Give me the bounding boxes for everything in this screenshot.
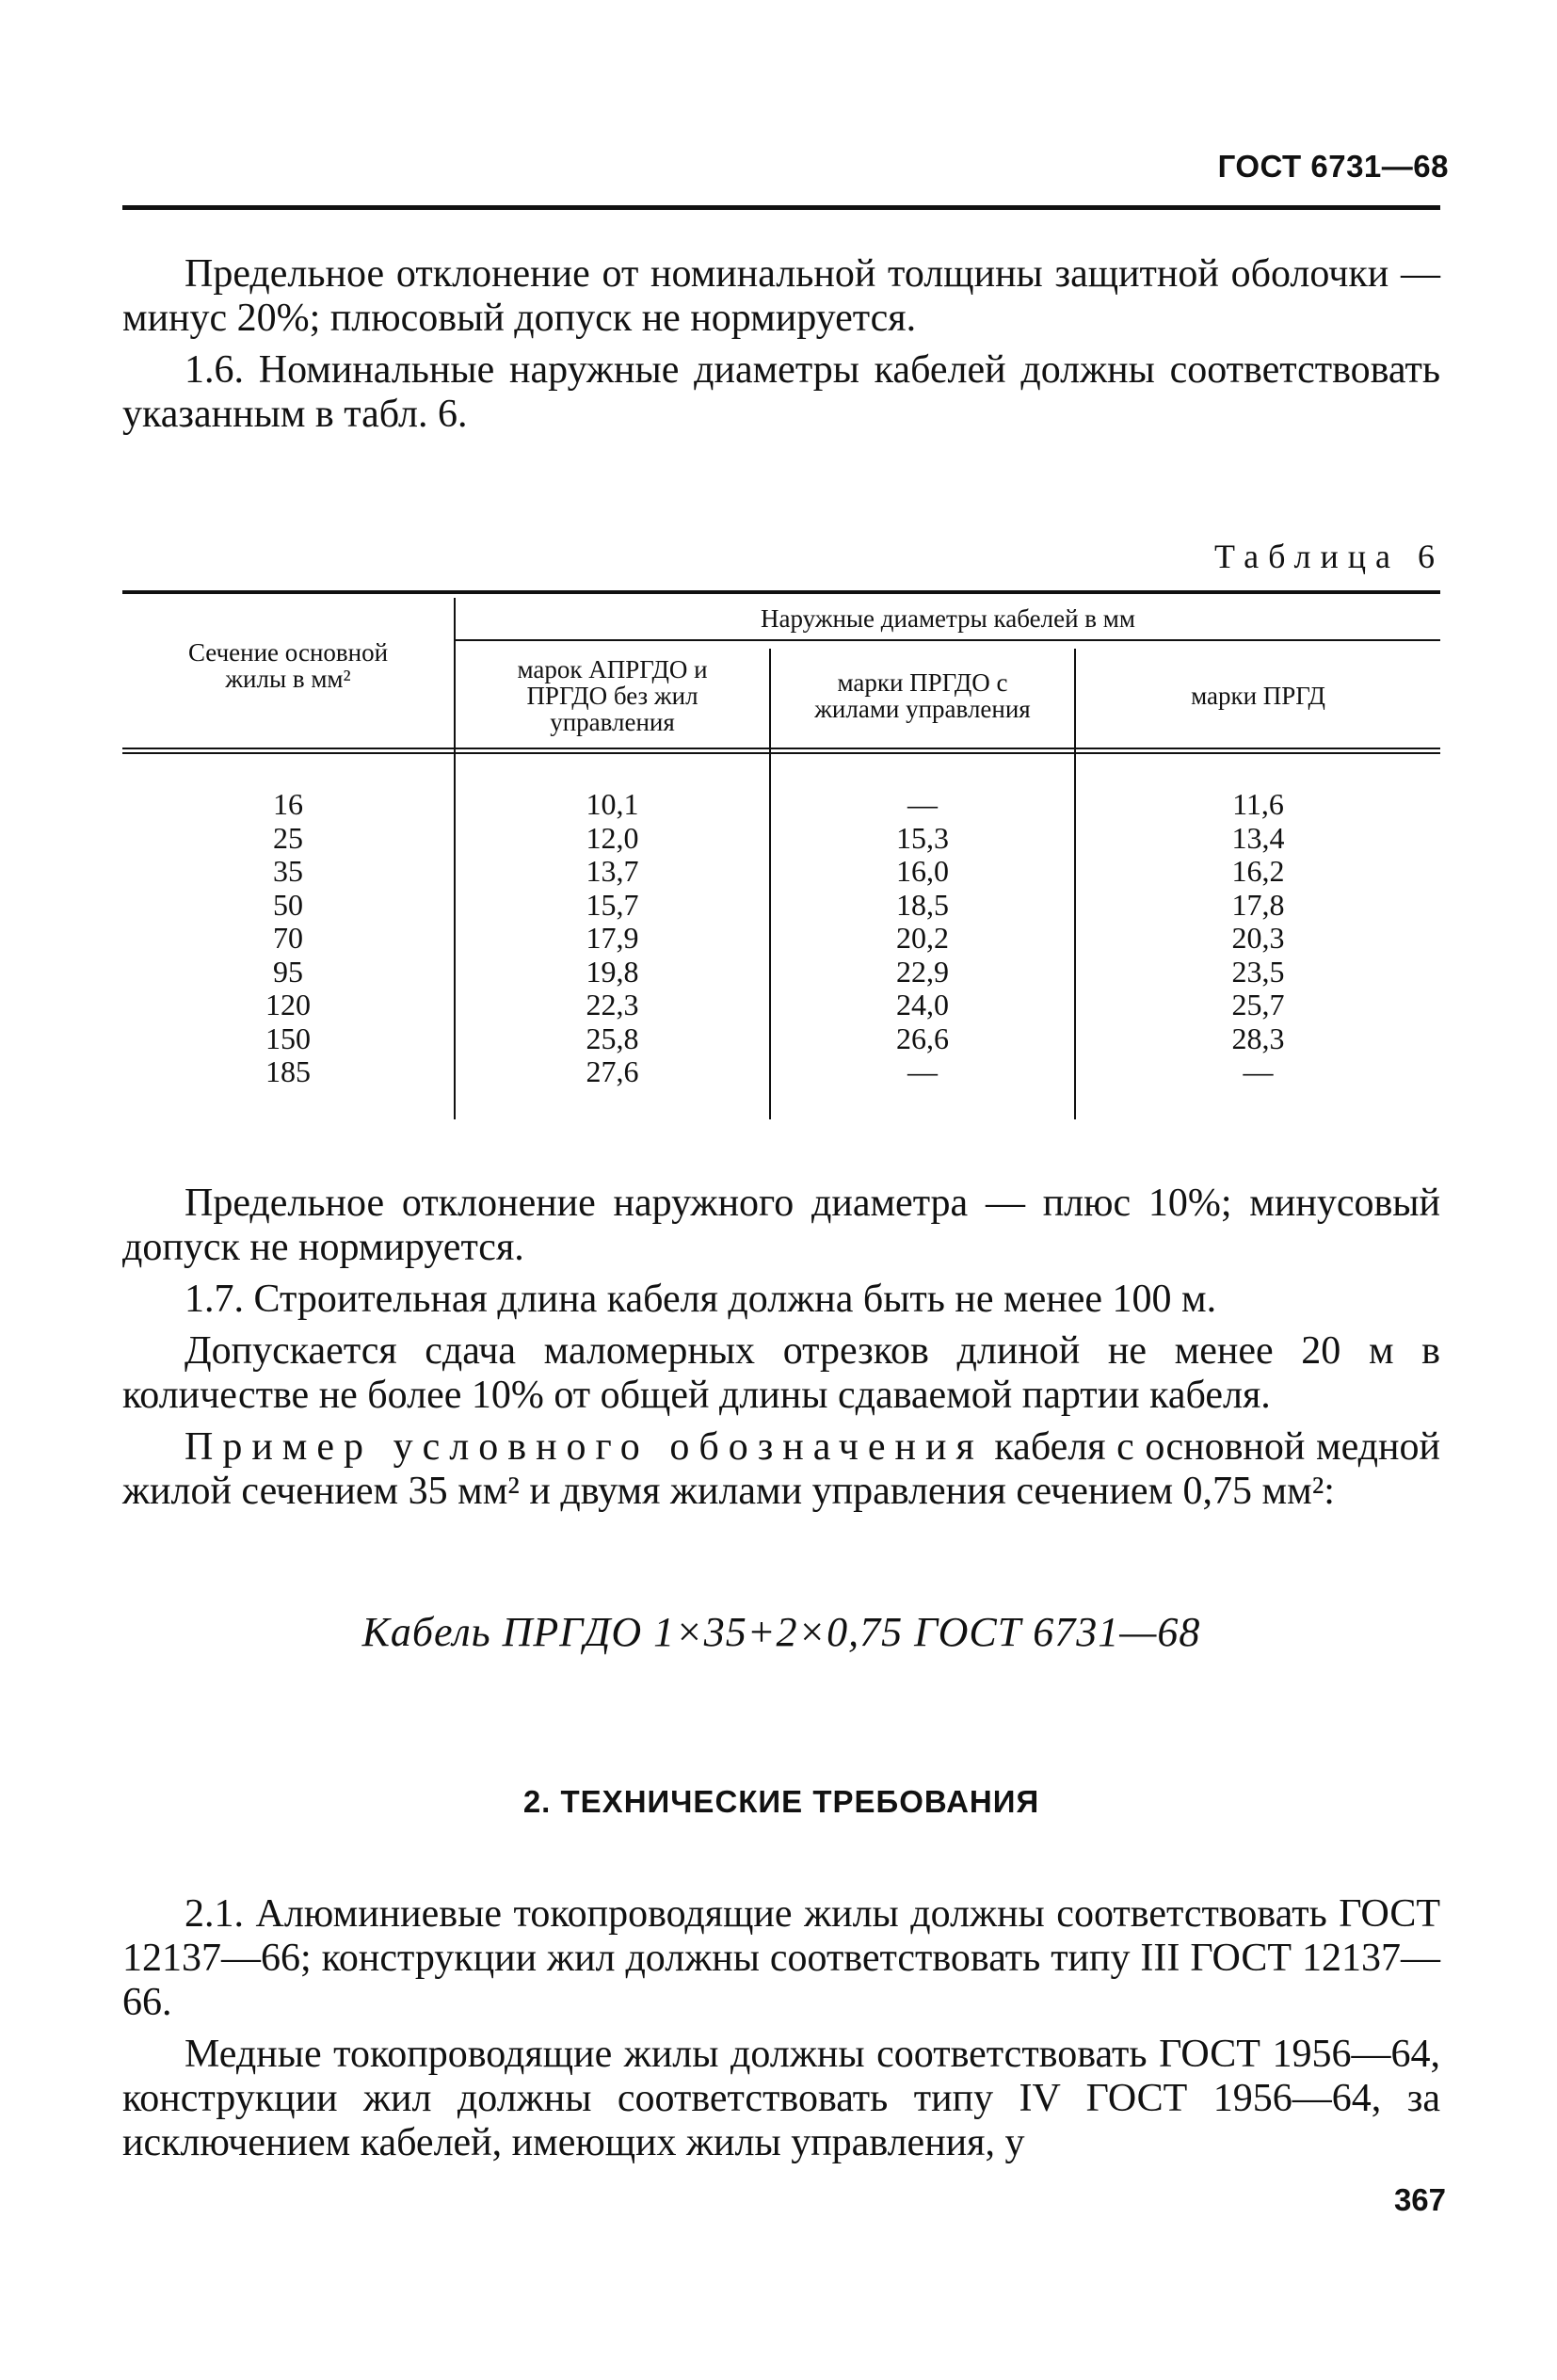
cell-prgdo: 26,6: [896, 1021, 949, 1055]
intro-paragraph-1: Предельное отклонение от номинальной толщины защитной оболочки — минус 20%; плюсовый допуск не нормируется.: [122, 252, 1440, 340]
cell-aprgdo: 10,1: [586, 787, 639, 821]
header-aprgdo-text: марок АПРГДО и ПРГДО без жил управления: [517, 655, 708, 736]
header-prgdo: [771, 649, 1074, 743]
cell-section: 150: [265, 1021, 311, 1055]
cell-section: 35: [273, 854, 303, 888]
column-prgd: [1076, 788, 1440, 1089]
header-prgd: марки ПРГД: [1191, 682, 1325, 710]
column-prgdo: [771, 788, 1074, 1089]
page-number: 367: [1393, 2182, 1446, 2217]
table-header-rule-a: [122, 748, 1440, 749]
cell-aprgdo: 19,8: [586, 954, 639, 989]
cell-prgd: 16,2: [1231, 854, 1285, 888]
section-2-title: 2. ТЕХНИЧЕСКИЕ ТРЕБОВАНИЯ: [522, 1784, 1040, 1819]
cell-prgd: 17,8: [1231, 887, 1285, 922]
cell-aprgdo: 17,9: [586, 921, 639, 955]
standard-header: ГОСТ 6731—68: [1217, 149, 1449, 184]
header-rule: [122, 205, 1440, 210]
section-2-text: [122, 1892, 1440, 2165]
table-title: Таблица 6: [1214, 538, 1444, 575]
header-prgdo-text: марки ПРГДО с жилами управления: [814, 668, 1031, 723]
cell-prgd: 23,5: [1231, 954, 1285, 989]
cell-aprgdo: 27,6: [586, 1054, 639, 1088]
cell-prgdo: 24,0: [896, 988, 949, 1021]
cell-section: 16: [273, 787, 303, 821]
short-lengths-paragraph: Допускается сдача маломерных отрезков длиной не менее 20 м в количестве не более 10% от общей длины сдаваемой партии кабеля.: [122, 1329, 1440, 1417]
diameters-table: [122, 590, 1440, 1118]
cell-prgd: —: [1243, 1054, 1274, 1088]
cell-aprgdo: 22,3: [586, 988, 639, 1021]
cell-section: 50: [273, 887, 303, 922]
cell-prgdo: 22,9: [896, 954, 949, 989]
cell-section: 120: [265, 988, 311, 1021]
section-2-paragraph-1: 2.1. Алюминиевые токопроводящие жилы должны соответствовать ГОСТ 12137—66; конструкции жил должны соответствовать типу III ГОСТ 12137—66.: [122, 1892, 1440, 2024]
cell-section: 95: [273, 954, 303, 989]
cell-prgdo: —: [907, 1054, 938, 1088]
cell-prgdo: —: [907, 787, 938, 821]
cell-section: 185: [265, 1054, 311, 1088]
cell-aprgdo: 12,0: [586, 820, 639, 855]
cell-prgdo: 20,2: [896, 921, 949, 955]
example-paragraph: [122, 1425, 1440, 1514]
table-header-rule-b: [122, 752, 1440, 754]
cell-aprgdo: 25,8: [586, 1021, 639, 1055]
header-diameters-group: Наружные диаметры кабелей в мм: [761, 604, 1135, 633]
cell-prgd: 13,4: [1231, 820, 1285, 855]
header-section: [122, 609, 454, 722]
cell-aprgdo: 13,7: [586, 854, 639, 888]
cell-prgd: 28,3: [1231, 1021, 1285, 1055]
cell-section: 70: [273, 921, 303, 955]
cell-prgd: 25,7: [1231, 988, 1285, 1021]
cell-prgd: 20,3: [1231, 921, 1285, 955]
after-table-text: [122, 1182, 1440, 1514]
tolerance-paragraph: Предельное отклонение наружного диаметра — плюс 10%; минусовый допуск не нормируется.: [122, 1182, 1440, 1269]
cell-prgdo: 18,5: [896, 887, 949, 922]
example-text: кабеля с основной медной жилой сечением 35 мм² и двумя жилами управления сечением 0,75 мм²:: [122, 1425, 1440, 1513]
cell-prgdo: 16,0: [896, 854, 949, 888]
intro-paragraph-2: 1.6. Номинальные наружные диаметры кабелей должны соответствовать указанным в табл. 6.: [122, 348, 1440, 436]
header-section-text: Сечение основной жилы в мм²: [187, 638, 389, 693]
designation-example: Кабель ПРГДО 1×35+2×0,75 ГОСТ 6731—68: [361, 1609, 1201, 1655]
header-aprgdo: [456, 649, 769, 743]
column-aprgdo: [456, 788, 769, 1089]
cell-prgdo: 15,3: [896, 820, 949, 855]
table-group-rule: [454, 639, 1440, 641]
example-lead: Пример условного обозначения: [185, 1425, 984, 1469]
column-section: [122, 788, 454, 1089]
cell-section: 25: [273, 820, 303, 855]
intro-text: [122, 252, 1440, 437]
section-2-paragraph-2: Медные токопроводящие жилы должны соответствовать ГОСТ 1956—64, конструкции жил должны соответствовать типу IV ГОСТ 1956—64, за исключением кабелей, имеющих жилы управления, у: [122, 2033, 1440, 2164]
length-paragraph: 1.7. Строительная длина кабеля должна быть не менее 100 м.: [185, 1278, 1217, 1321]
table-top-rule: [122, 590, 1440, 594]
cell-aprgdo: 15,7: [586, 887, 639, 922]
cell-prgd: 11,6: [1232, 787, 1284, 821]
